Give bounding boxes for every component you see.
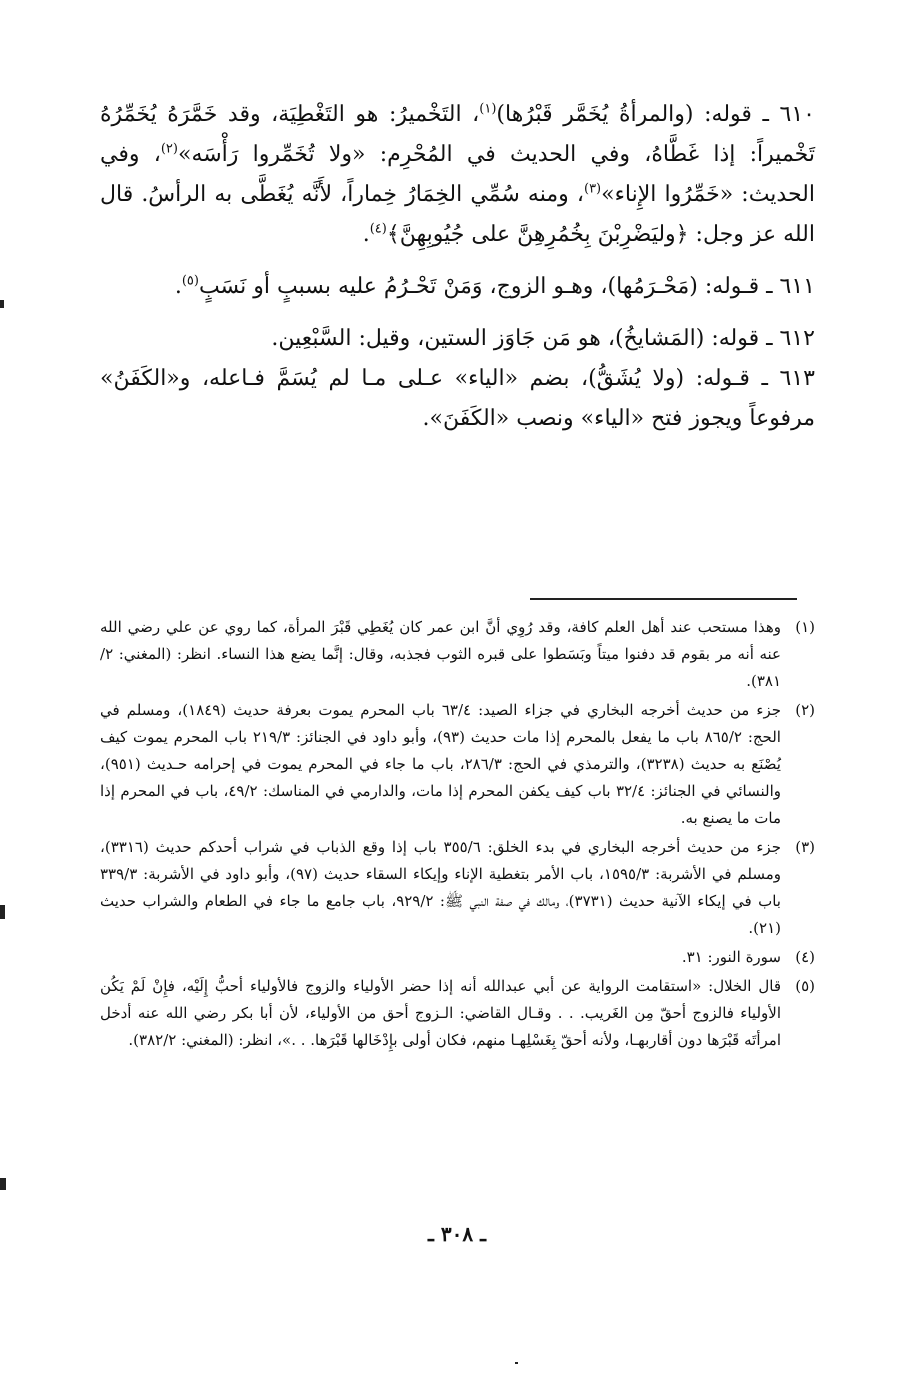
entry-613-text: ٦١٣ ـ قـوله: (ولا يُشَقُّ)، بضم «الياء» عـلى مـا لم يُسَمَّ فـاعله، و«الكَفَنُ» مرفوعاً ويجوز فتح «الياء» ونصب «الكَفَنَ». <box>100 366 815 431</box>
entry-612-text: ٦١٢ ـ قوله: (المَشايخُ)، هو مَن جَاوَز الستين، وقيل: السَّبْعِين. <box>271 326 815 351</box>
footnote-number: (٢) <box>795 701 815 719</box>
footnotes <box>100 614 815 1056</box>
footnote-4 <box>100 944 815 971</box>
scan-mark <box>515 1362 518 1364</box>
footnote-ref-3: (٣) <box>583 181 602 197</box>
scan-mark <box>0 1178 6 1190</box>
main-text <box>100 95 815 439</box>
footnote-1 <box>100 614 815 695</box>
entry-610-part-c: ، وفي الحديث: «خَمِّرُوا الإِناء» <box>100 142 815 207</box>
scan-mark <box>0 300 4 308</box>
entry-610-part-a: ٦١٠ ـ قوله: (والمرأةُ يُخَمَّر قَبْرُها) <box>496 102 815 127</box>
page-number: ـ ٣٠٨ ـ <box>428 1222 486 1246</box>
footnote-number: (١) <box>795 618 815 636</box>
footnote-number: (٣) <box>795 838 815 856</box>
footnote-5 <box>100 973 815 1054</box>
entry-611-end: . <box>174 274 182 299</box>
entry-610-part-d: ، ومنه سُمِّي الخِمَارُ خِماراً، لأَنَّه يُغَطَّى به الرأسُ. قال الله عز وجل: ﴿وليَضْرِبْنَ بِخُمُرِهِنَّ على جُيُوبِهِنَّ﴾ <box>100 182 815 247</box>
footnote-number: (٤) <box>795 948 815 966</box>
entry-612 <box>100 319 815 359</box>
footnote-ref-2: (٢) <box>160 141 178 157</box>
footnote-text: قال الخلال: «استقامت الرواية عن أبي عبدالله أنه إذا حضر الأولياء والزوج فالأولياء أحبُّ إِلَيْه، فإِنْ لَمْ يَكُن الأولياء فالزوج أحقّ مِن الغَريب. . . وقـال القاضي: الـزوج أحق من الأولياء، لأن أبا بكر رضي الله عنه أدخل امرأتَه قَبْرَها دون أقاربهـا، ولأنه أحقّ بِغَسْلِهـا منهم، فكان أولى بإِدْخَالها قَبْرَها. . .»، انظر: (المغني: ٣٨٢/٢). <box>100 977 781 1049</box>
scan-mark <box>0 905 5 919</box>
entry-610-part-e: . <box>362 222 370 247</box>
entry-610-part-b: ، التَخْميرُ: هو التَغْطِيَة، وقد خَمَّرَهُ يُخَمِّرُهُ تَخْميراً: إذا غَطَّاهُ، وفي الحديث في المُحْرِم: «ولا تُخَمِّروا رَأْسَه» <box>100 102 815 167</box>
entry-611 <box>100 267 815 307</box>
footnote-text: وهذا مستحب عند أهل العلم كافة، وقد رُوِي أنَّ ابن عمر كان يُغَطِي قَبْرَ المرأة، كما روي عن علي رضي الله عنه أنه مر بقوم قد دفنوا ميتاً وبَسَطوا على قبره الثوب فجذبه، وقال: إنَّما يضع هذا النساء. انظر: (المغني: ٢/ ٣٨١). <box>100 618 781 690</box>
footnote-text: سورة النور: ٣١. <box>681 948 781 966</box>
footnote-ref-5: (٥) <box>181 273 199 289</box>
entry-610 <box>100 95 815 255</box>
entry-613 <box>100 359 815 439</box>
footnote-text: جزء من حديث أخرجه البخاري في جزاء الصيد: ٦٣/٤ باب المحرم يموت بعرفة حديث (١٨٤٩)، ومسلم في الحج: ٨٦٥/٢ باب ما يفعل بالمحرم إذا مات حديث (٩٣)، وأبو داود في الجنائز: ٢١٩/٣ باب المحرم يموت كيف يُصْنَع به حديث (٣٢٣٨)، والترمذي في الحج: ٢٨٦/٣، باب ما جاء في المحرم يموت في إحرامه حـديث (٩٥١)، والنسائي في الجنائز: ٣٢/٤ باب كيف يكفن المحرم إذا مات، والدارمي في المناسك: ٤٩/٢، باب في المحرم إذا مات ما يصنع به. <box>100 701 781 827</box>
footnote-3 <box>100 834 815 942</box>
footnote-2 <box>100 697 815 832</box>
footnote-ref-4: (٤) <box>369 221 387 237</box>
footnote-number: (٥) <box>795 977 815 995</box>
footnote-separator <box>530 598 797 600</box>
footnote-text: جزء من حديث أخرجه البخاري في بدء الخلق: ٣٥٥/٦ باب إذا وقع الذباب في شراب أحدكم حديث (٣٣١٦)، ومسلم في الأشربة: ١٥٩٥/٣، باب الأمر بتغطية الإناء وإيكاء السقاء حديث (٩٧)، وأبو داود في الأشربة: ٣٣٩/٣ باب في إيكاء الآنية حديث (٣٧٣١)، ومالك في صفة النبي ﷺ: ٩٢٩/٢، باب جامع ما جاء في الطعام والشراب حديث (٢١). <box>100 838 781 937</box>
footnote-ref-1: (١) <box>479 101 497 117</box>
entry-611-text: ٦١١ ـ قـوله: (مَحْـرَمُها)، وهـو الزوج، وَمَنْ تَحْـرُمُ عليه بسببٍ أو نَسَبٍ <box>198 274 815 299</box>
